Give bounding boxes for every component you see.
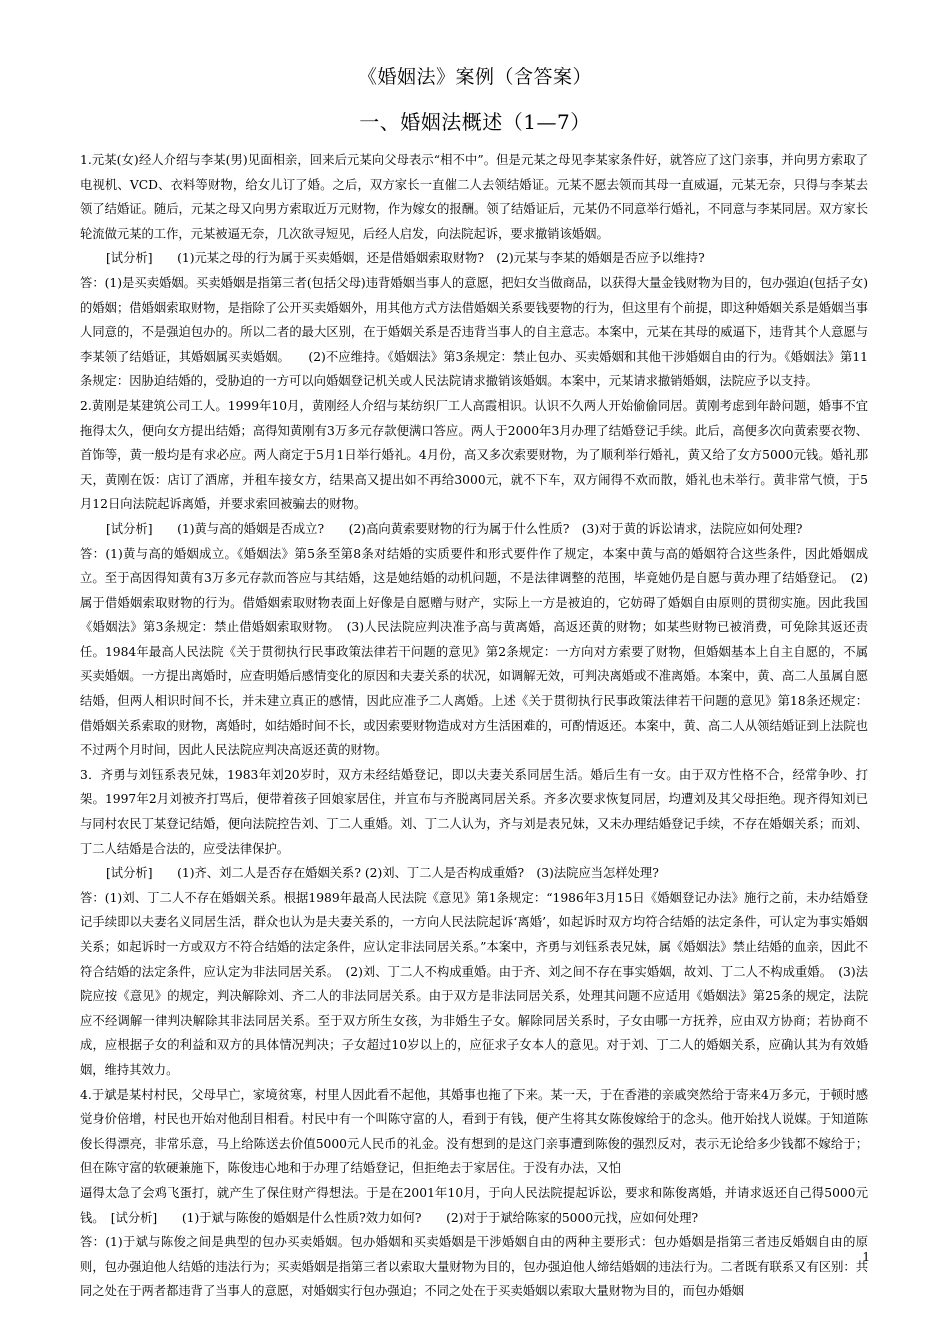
page-number: 1 bbox=[862, 1250, 870, 1264]
section-title: 一、婚姻法概述（1—7） bbox=[359, 110, 591, 134]
case-4-paragraph-continued: 逼得太急了会鸡飞蛋打，就产生了保住财产得想法。于是在2001年10月，于向人民法院提起诉讼，要求和陈俊离婚，并请求返还自己得5000元钱。 [试分析] (1)于斌与陈俊的婚姻是什么性质?效力如何? (2)对于于斌给陈家的5000元找，应如何处理? bbox=[80, 1185, 868, 1225]
case-3-paragraph: 3．齐勇与刘钰系表兄妹，1983年刘20岁时，双方未经结婚登记，即以夫妻关系同居生活。婚后生有一女。由于双方性格不合，经常争吵、打架。1997年2月刘被齐打骂后，便带着孩子回娘家居住，并宣布与齐脱离同居关系。齐多次要求恢复同居，均遭刘及其父母拒绝。现齐得知刘已与同村农民丁某登记结婚，便向法院控告刘、丁二人重婚。刘、丁二人认为，齐与刘是表兄妹，又未办理结婚登记手续，不存在婚姻关系；而刘、丁二人结婚是合法的，应受法律保护。 bbox=[80, 767, 868, 856]
case-2-paragraph: 2.黄刚是某建筑公司工人。1999年10月，黄刚经人介绍与某纺织厂工人高霞相识。认识不久两人开始偷偷同居。黄刚考虑到年龄问题，婚事不宜拖得太久，便向女方提出结婚；高得知黄刚有3万多元存款便满口答应。两人于2000年3月办理了结婚登记手续。此后，高便多次向黄索要衣物、首饰等，黄一般均是有求必应。两人商定于5月1日举行婚礼。4月份，高又多次索要财物，为了顺利举行婚礼，黄又给了女方5000元钱。婚礼那天，黄刚在饭：店订了酒席，并租车接女方，结果高又提出如不再给3000元，就不下车，双方闹得不欢而散，婚礼也未举行。黄非常气愤，于5月12日向法院起诉离婚，并要求索回被骗去的财物。 bbox=[80, 398, 868, 512]
case-4-paragraph: 4.于斌是某村村民，父母早亡，家境贫寒，村里人因此看不起他，其婚事也拖了下来。某一天，于在香港的亲戚突然给于寄来4万多元，于顿时感觉身价倍增，村民也开始对他刮目相看。村民中有一个叫陈守富的人，看到于有钱，便产生将其女陈俊嫁给于的念头。他开始找人说媒。于知道陈俊长得漂亮，非常乐意，马上给陈送去价值5000元人民币的礼金。没有想到的是这门亲事遭到陈俊的强烈反对，表示无论给多少钱都不嫁给于；但在陈守富的软硬兼施下，陈俊违心地和于办理了结婚登记，但拒绝去于家居住。于没有办法，又怕 bbox=[80, 1087, 868, 1176]
document-title: 《婚姻法》案例（含答案） bbox=[357, 66, 592, 88]
case-1-answer: 答：(1)是买卖婚姻。买卖婚姻是指第三者(包括父母)违背婚姻当事人的意愿，把妇女当做商品，以获得大量金钱财物为目的，包办强迫(包括子女)的婚姻；借婚姻索取财物，是指除了公开买卖婚姻外，用其他方式方法借婚姻关系要钱要物的行为，但这里有个前提，即这种婚姻关系是婚姻当事人同意的，不是强迫包办的。所以二者的最大区别，在于婚姻关系是否违背当事人的自主意志。本案中，元某在其母的威逼下，违背其个人意愿与李某领了结婚证，其婚姻属买卖婚姻。 (2)不应维持。《婚姻法》第3条规定：禁止包办、买卖婚姻和其他干涉婚姻自由的行为。《婚姻法》第11条规定：因胁迫结婚的，受胁迫的一方可以向婚姻登记机关或人民法院请求撤销该婚姻。本案中，元某请求撤销婚姻，法院应予以支持。 bbox=[80, 275, 868, 389]
case-3-answer: 答：(1)刘、丁二人不存在婚姻关系。根据1989年最高人民法院《意见》第1条规定：“1986年3月15日《婚姻登记办法》施行之前，未办结婚登记手续即以夫妻名义同居生活，群众也认为是夫妻关系的，一方向人民法院起诉‘离婚’，如起诉时双方均符合结婚的法定条件，可认定为事实婚姻关系；如起诉时一方或双方不符合结婚的法定条件，应认定非法同居关系。”本案中，齐勇与刘钰系表兄妹，属《婚姻法》禁止结婚的血亲，因此不符合结婚的法定条件，应认定为非法同居关系。 (2)刘、丁二人不构成重婚。由于齐、刘之间不存在事实婚姻，故刘、丁二人不构成重婚。 (3)法院应按《意见》的规定，判决解除刘、齐二人的非法同居关系。由于双方是非法同居关系，处理其问题不应适用《婚姻法》第25条的规定，法院应不经调解一律判决解除其非法同居关系。至于双方所生女孩，为非婚生子女。解除同居关系时，子女由哪一方抚养，应由双方协商；若协商不成，应根据子女的利益和双方的具体情况判决；子女超过10岁以上的，应征求子女本人的意见。对于刘、丁二人的婚姻关系，应确认其为有效婚姻，维持其效力。 bbox=[80, 890, 868, 1077]
document-body bbox=[80, 148, 868, 1304]
case-3-questions: [试分析] (1)齐、刘二人是否存在婚姻关系? (2)刘、丁二人是否构成重婚? (3)法院应当怎样处理? bbox=[106, 866, 659, 881]
case-1-questions: [试分析] (1)元某之母的行为属于买卖婚姻，还是借婚姻索取财物? (2)元某与李某的婚姻是否应予以维持? bbox=[106, 251, 705, 266]
case-4-answer: 答：(1)于斌与陈俊之间是典型的包办买卖婚姻。包办婚姻和买卖婚姻是干涉婚姻自由的两种主要形式：包办婚姻是指第三者违反婚姻自由的原则，包办强迫他人结婚的违法行为；买卖婚姻是指第三者以索取大量财物为目的，包办强迫他人缔结婚姻的违法行为。二者既有联系又有区别：共同之处在于两者都违背了当事人的意愿，对婚姻实行包办强迫；不同之处在于买卖婚姻以索取大量财物为目的，而包办婚姻 bbox=[80, 1235, 868, 1299]
case-2-answer: 答：(1)黄与高的婚姻成立。《婚姻法》第5条至第8条对结婚的实质要件和形式要件作了规定，本案中黄与高的婚姻符合这些条件，因此婚姻成立。至于高因得知黄有3万多元存款而答应与其结婚，这是她结婚的动机问题，不是法律调整的范围，毕竟她仍是自愿与黄办理了结婚登记。 (2)属于借婚姻索取财物的行为。借婚姻索取财物表面上好像是自愿赠与财产，实际上一方是被迫的，它妨碍了婚姻自由原则的贯彻实施。因此我国《婚姻法》第3条规定：禁止借婚姻索取财物。 (3)人民法院应判决准予高与黄离婚，高返还黄的财物；如某些财物已被消费，可免除其返还责任。1984年最高人民法院《关于贯彻执行民事政策法律若干问题的意见》第2条规定：一方向对方索要了财物，但婚姻基本上自主自愿的，不属买卖婚姻。一方提出离婚时，应查明婚后感情变化的原因和夫妻关系的状况，如调解无效，可判决离婚或不准离婚。本案中，黄、高二人虽属自愿结婚，但两人相识时间不长，并未建立真正的感情，因此应准予二人离婚。上述《关于贯彻执行民事政策法律若干问题的意见》第18条还规定：借婚姻关系索取的财物，离婚时，如结婚时间不长，或因索要财物造成对方生活困难的，可酌情返还。本案中，黄、高二人从领结婚证到上法院也不过两个月时间，因此人民法院应判决高返还黄的财物。 bbox=[80, 546, 868, 758]
case-2-questions: [试分析] (1)黄与高的婚姻是否成立? (2)高向黄索要财物的行为属于什么性质? (3)对于黄的诉讼请求，法院应如何处理? bbox=[106, 521, 803, 536]
case-1-paragraph: 1.元某(女)经人介绍与李某(男)见面相亲，回来后元某向父母表示“相不中”。但是元某之母见李某家条件好，就答应了这门亲事，并向男方索取了电视机、VCD、衣料等财物，给女儿订了婚。之后，双方家长一直催二人去领结婚证。元某不愿去领而其母一直威逼，元某无奈，只得与李某去领了结婚证。随后，元某之母又向男方索取近万元财物，作为嫁女的报酬。领了结婚证后，元某仍不同意举行婚礼，不同意与李某同居。双方家长轮流做元某的工作，元某被逼无奈，几次欲寻短见，后经人启发，向法院起诉，要求撤销该婚姻。 bbox=[80, 153, 868, 241]
